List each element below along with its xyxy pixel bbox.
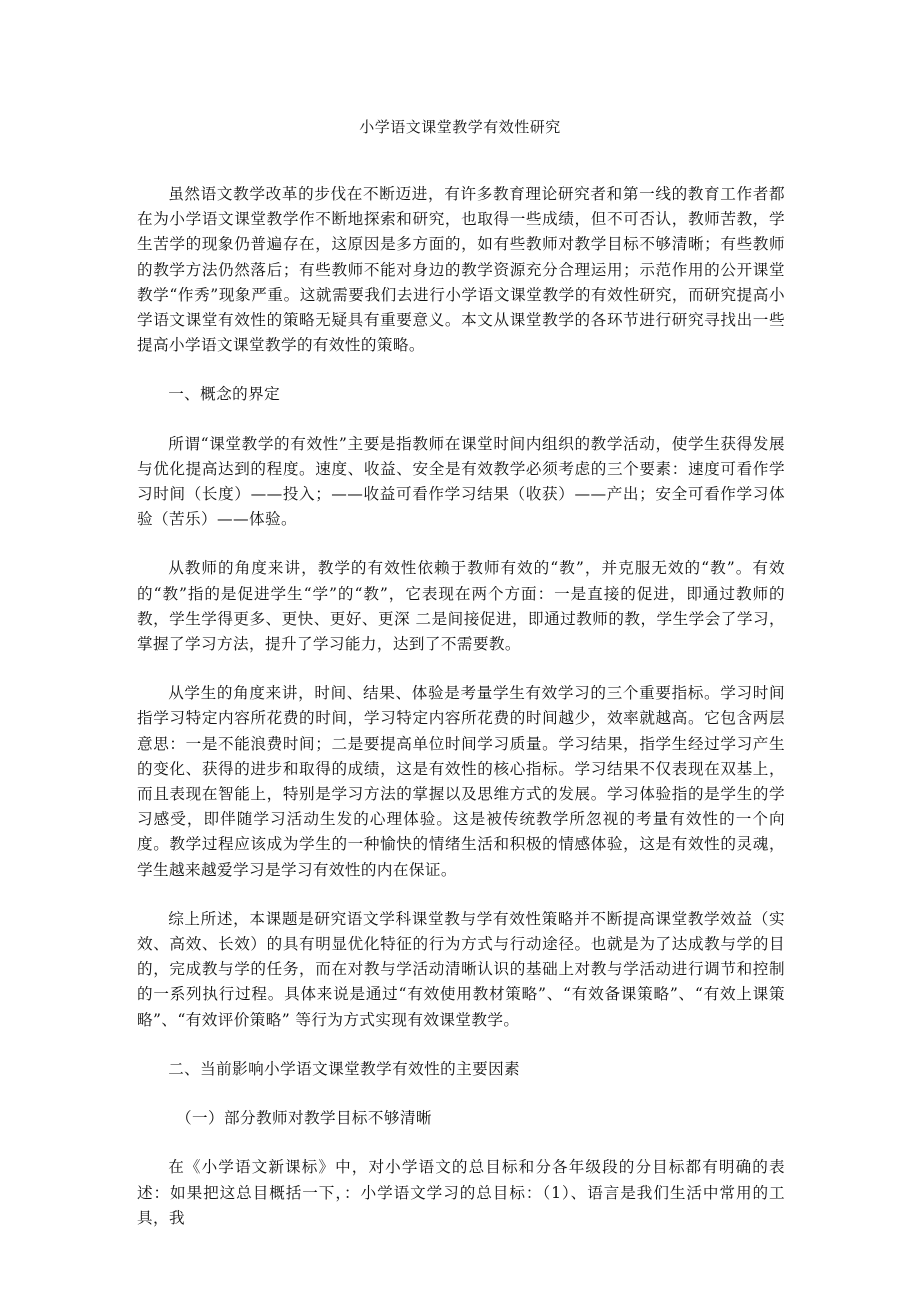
paragraph-intro: 虽然语文教学改革的步伐在不断迈进，有许多教育理论研究者和第一线的教育工作者都在为小学语文课堂教学作不断地探索和研究，也取得一些成绩，但不可否认，教师苦教，学生苦学的现象仍普遍存在，这原因是多方面的，如有些教师对教学目标不够清晰；有些教师的教学方法仍然落后；有些教师不能对身边的教学资源充分合理运用；示范作用的公开课堂教学“作秀”现象严重。这就需要我们去进行小学语文课堂教学的有效性研究，而研究提高小学语文课堂有效性的策略无疑具有重要意义。本文从课堂教学的各环节进行研究寻找出一些提高小学语文课堂教学的有效性的策略。 <box>137 185 785 355</box>
subsection-heading-goals: （一）部分教师对教学目标不够清晰 <box>176 1109 432 1128</box>
document-title: 小学语文课堂教学有效性研究 <box>359 118 561 136</box>
paragraph-summary: 综上所述，本课题是研究语文学科课堂教与学有效性策略并不断提高课堂教学效益（实效、高效、长效）的具有明显优化特征的行为方式与行动途径。也就是为了达成教与学的目的，完成教与学的任务，而在对教与学活动清晰认识的基础上对教与学活动进行调节和控制的一系列执行过程。具体来说是通过“有效使用教材策略”、“有效备课策略”、“有效上课策略”、“有效评价策略” 等行为方式实现有效课堂教学。 <box>137 909 785 1029</box>
paragraph-definition: 所谓“课堂教学的有效性”主要是指教师在课堂时间内组织的教学活动，使学生获得发展与优化提高达到的程度。速度、收益、安全是有效教学必须考虑的三个要素：速度可看作学习时间（长度）——投入；——收益可看作学习结果（收获）——产出；安全可看作学习体验（苦乐）——体验。 <box>137 434 785 529</box>
paragraph-standards: 在《小学语文新课标》中，对小学语文的总目标和分各年级段的分目标都有明确的表述：如果把这总目概括一下，：小学语文学习的总目标：（1）、语言是我们生活中常用的工具，我 <box>137 1158 785 1227</box>
paragraph-teacher-view: 从教师的角度来讲，教学的有效性依赖于教师有效的“教”，并克服无效的“教”。有效的“教”指的是促进学生“学”的“教”，它表现在两个方面：一是直接的促进，即通过教师的教，学生学得更多、更快、更好、更深 二是间接促进，即通过教师的教，学生学会了学习，掌握了学习方法，提升了学习能力，达到了不需要教。 <box>137 559 785 654</box>
document-body <box>137 182 785 1255</box>
section-heading-factors: 二、当前影响小学语文课堂教学有效性的主要因素 <box>168 1059 521 1078</box>
section-heading-definition: 一、概念的界定 <box>168 385 281 404</box>
paragraph-student-view: 从学生的角度来讲，时间、结果、体验是考量学生有效学习的三个重要指标。学习时间指学习特定内容所花费的时间，学习特定内容所花费的时间越少，效率就越高。它包含两层意思：一是不能浪费时间；二是要提高单位时间学习质量。学习结果，指学生经过学习产生的变化、获得的进步和取得的成绩，这是有效性的核心指标。学习结果不仅表现在双基上，而且表现在智能上，特别是学习方法的掌握以及思维方式的发展。学习体验指的是学生的学习感受，即伴随学习活动生发的心理体验。这是被传统教学所忽视的考量有效性的一个向度。教学过程应该成为学生的一种愉快的情绪生活和积极的情感体验，这是有效性的灵魂，学生越来越爱学习是学习有效性的内在保证。 <box>137 684 785 879</box>
